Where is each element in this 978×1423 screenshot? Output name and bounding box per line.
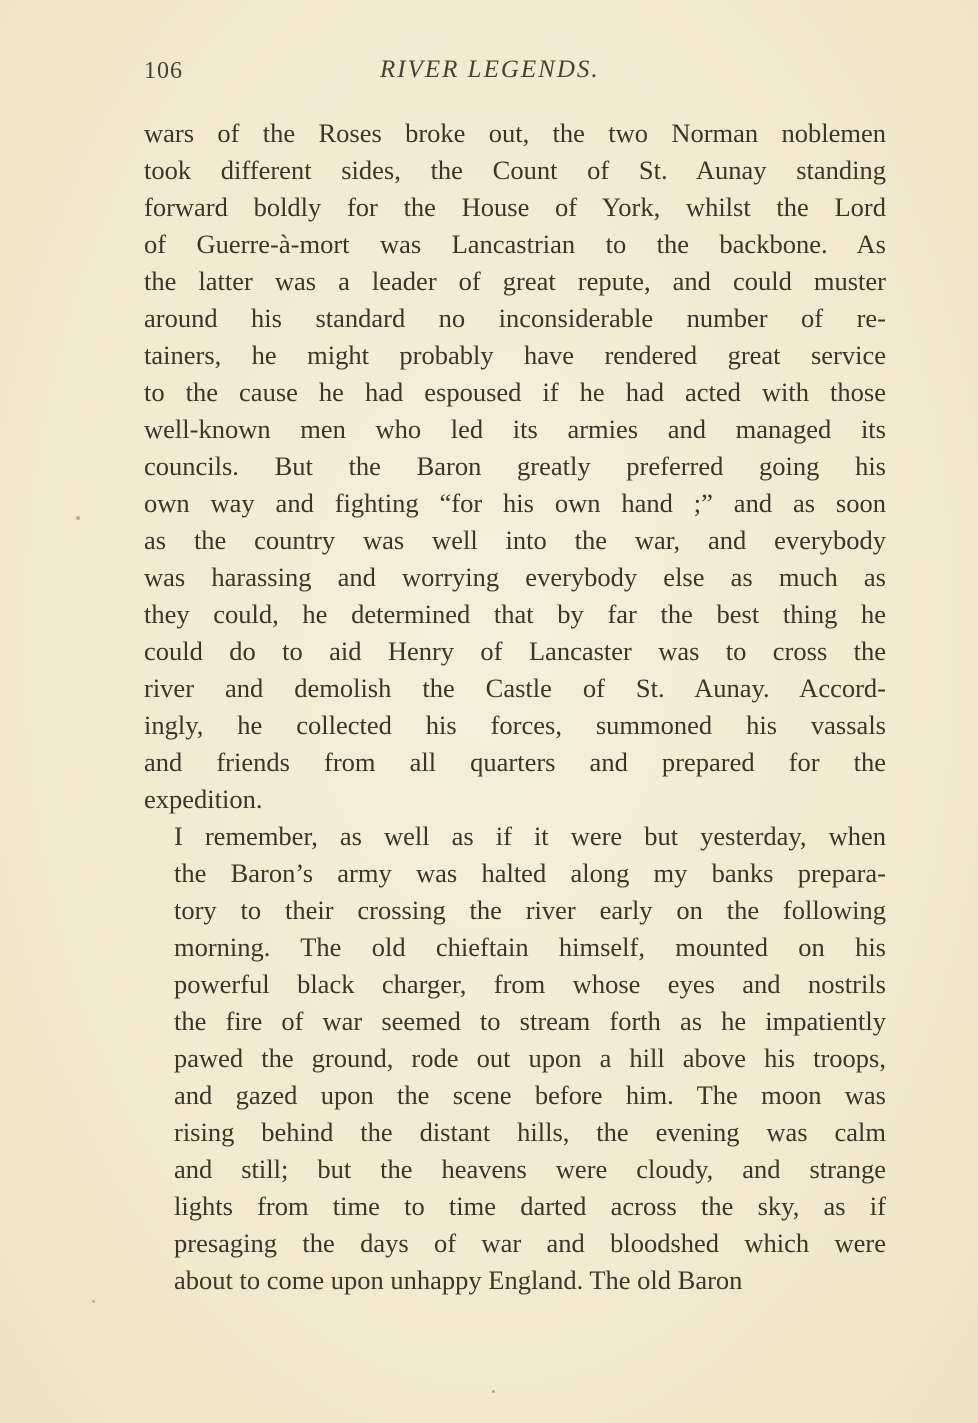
text-line: councils. But the Baron greatly preferred going his bbox=[144, 451, 886, 481]
text-line: tainers, he might probably have rendered great service bbox=[144, 340, 886, 370]
text-line: pawed the ground, rode out upon a hill above his troops, bbox=[174, 1043, 886, 1073]
text-line: forward boldly for the House of York, whilst the Lord bbox=[144, 192, 886, 222]
text-line: presaging the days of war and bloodshed which were bbox=[174, 1228, 886, 1258]
text-line: the Baron’s army was halted along my banks prepara- bbox=[174, 858, 886, 888]
text-line: powerful black charger, from whose eyes and nostrils bbox=[174, 969, 886, 999]
text-line: was harassing and worrying everybody else as much as bbox=[144, 562, 886, 592]
text-line: river and demolish the Castle of St. Aunay. Accord- bbox=[144, 673, 886, 703]
text-line: rising behind the distant hills, the evening was calm bbox=[174, 1117, 886, 1147]
text-line: well-known men who led its armies and managed its bbox=[144, 414, 886, 444]
text-line: and still; but the heavens were cloudy, and strange bbox=[174, 1154, 886, 1184]
text-line: the fire of war seemed to stream forth as he impatiently bbox=[174, 1006, 886, 1036]
text-line: tory to their crossing the river early on the following bbox=[174, 895, 886, 925]
text-line: around his standard no inconsiderable number of re- bbox=[144, 303, 886, 333]
text-line: about to come upon unhappy England. The old Baron bbox=[174, 1265, 743, 1295]
paragraph bbox=[144, 115, 886, 818]
text-line: could do to aid Henry of Lancaster was to cross the bbox=[144, 636, 886, 666]
text-line: expedition. bbox=[144, 784, 263, 814]
text-line: took different sides, the Count of St. Aunay standing bbox=[144, 155, 886, 185]
text-line: as the country was well into the war, and everybody bbox=[144, 525, 886, 555]
paragraph bbox=[144, 818, 886, 1299]
text-line: own way and fighting “for his own hand ;” and as soon bbox=[144, 488, 886, 518]
text-line: ingly, he collected his forces, summoned his vassals bbox=[144, 710, 886, 740]
text-line: they could, he determined that by far the best thing he bbox=[144, 599, 886, 629]
text-line: lights from time to time darted across the sky, as if bbox=[174, 1191, 886, 1221]
paper-speck bbox=[76, 516, 80, 520]
text-line: of Guerre-à-mort was Lancastrian to the backbone. As bbox=[144, 229, 886, 259]
text-line: the latter was a leader of great repute, and could muster bbox=[144, 266, 886, 296]
body-text bbox=[144, 115, 886, 1299]
page-number: 106 bbox=[144, 58, 183, 84]
text-line: wars of the Roses broke out, the two Norman noblemen bbox=[144, 118, 886, 148]
paper-speck bbox=[92, 1300, 95, 1303]
paper-speck bbox=[492, 1390, 495, 1393]
text-line: and gazed upon the scene before him. The moon was bbox=[174, 1080, 886, 1110]
text-line: I remember, as well as if it were but yesterday, when bbox=[174, 821, 886, 851]
page-header bbox=[144, 56, 888, 96]
text-line: morning. The old chieftain himself, mounted on his bbox=[174, 932, 886, 962]
text-line: and friends from all quarters and prepared for the bbox=[144, 747, 886, 777]
text-line: to the cause he had espoused if he had acted with those bbox=[144, 377, 886, 407]
running-head: RIVER LEGENDS. bbox=[380, 56, 600, 83]
